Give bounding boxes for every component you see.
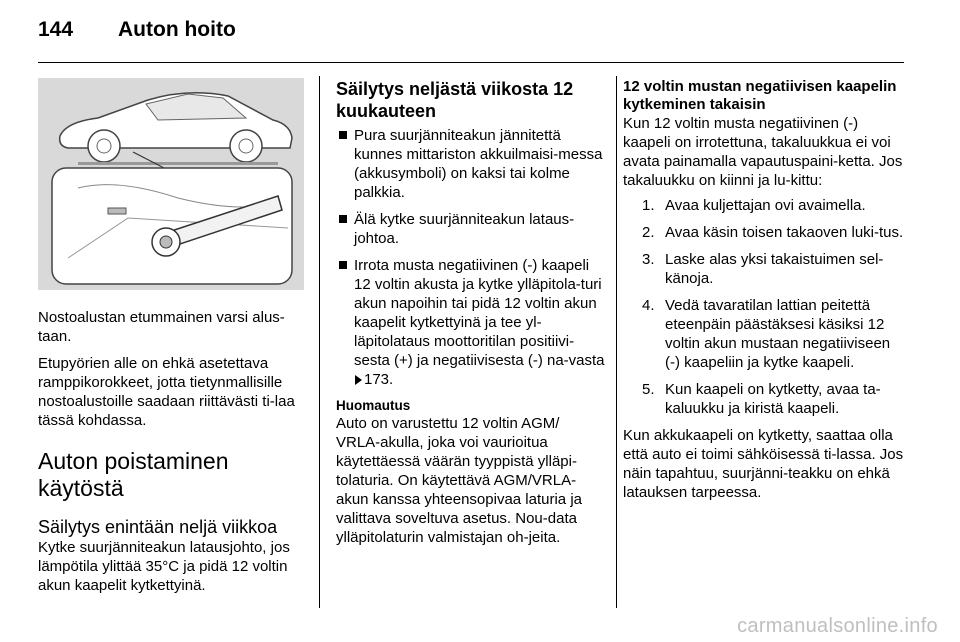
bullet-square-icon — [339, 261, 347, 269]
bullet-text: Pura suurjänniteakun jännitettä kunnes mittariston akkuilmaisi-messa (akkusymboli) on kaksi tai kolme palkkia. — [354, 127, 603, 201]
list-item — [623, 223, 909, 242]
reconnect-steps-list — [623, 196, 909, 418]
subheading-four-weeks-to-12-months: Säilytys neljästä viikosta 12 kuukauteen — [336, 79, 574, 121]
step-number: 1. — [642, 197, 655, 214]
storage-bullet-list — [336, 126, 606, 389]
list-item — [623, 196, 909, 215]
bullet-text: Irrota musta negatiivinen (-) kaapeli 12 voltin akusta ja kytke ylläpitola-turi akun napoihin tai pidä 12 voltin akun kaapelit kytkettyinä ja tee yl-läpitolataus moottoritilan positiivi-sesta (+) ja negatiivisesta (-) na-vasta — [354, 257, 605, 369]
step-text: Avaa kuljettajan ovi avaimella. — [665, 197, 866, 214]
step-number: 5. — [642, 381, 655, 398]
step-text: Laske alas yksi takaistuimen sel-känoja. — [665, 251, 884, 287]
column-2 — [336, 78, 606, 547]
step-text: Kun kaapeli on kytketty, avaa ta-kaluukku ja kiristä kaapeli. — [665, 381, 881, 417]
watermark: carmanualsonline.info — [737, 615, 938, 637]
subheading-four-weeks: Säilytys enintään neljä viikkoa — [38, 517, 278, 537]
section-heading: Auton poistaminen käytöstä — [38, 448, 229, 501]
paragraph-reconnect-intro: Kun 12 voltin musta negatiivinen (-) kaapeli on irrotettuna, takaluukkua ei voi avata painamalla vapautuspaini-ketta. Jos takaluukku on kiinni ja lu-kittu: — [623, 115, 903, 189]
subheading-reconnect-cable: 12 voltin mustan negatiivisen kaapelin kytkeminen takaisin — [623, 78, 897, 113]
step-number: 4. — [642, 297, 655, 314]
step-text: Vedä tavaratilan lattian peitettä eteenpäin päästäksesi käsiksi 12 voltin akun mustaan negatiiviseen (-) kaapeliin ja kytke kaapeli. — [665, 297, 891, 371]
page-reference-arrow-icon — [355, 375, 362, 385]
step-number: 2. — [642, 224, 655, 241]
page-number: 144 — [38, 18, 74, 41]
column-3 — [623, 78, 909, 502]
column-divider-2 — [616, 76, 617, 608]
column-divider-1 — [319, 76, 320, 608]
page-title: Auton hoito — [118, 18, 236, 41]
list-item — [623, 380, 909, 418]
note-heading: Huomautus — [336, 398, 411, 413]
figure-caption: Nostoalustan etummainen varsi alus-taan. — [38, 309, 285, 345]
page-reference-link[interactable]: 173. — [364, 371, 394, 388]
header-divider — [38, 62, 904, 63]
list-item — [336, 210, 606, 248]
paragraph-four-weeks: Kytke suurjänniteakun latausjohto, jos lämpötila ylittää 35°C ja pidä 12 voltin akun kaapelit kytkettyinä. — [38, 539, 290, 594]
column-1 — [38, 78, 304, 595]
paragraph-ramps: Etupyörien alle on ehkä asetettava ramppikorokkeet, jotta tietynmallisille nostoalustoille saadaan riittävästi ti-laa tässä kohdassa. — [38, 355, 295, 429]
page-header — [38, 18, 236, 48]
step-number: 3. — [642, 251, 655, 268]
note-text: Auto on varustettu 12 voltin AGM/ VRLA-akulla, joka voi vaurioitua käytettäessä väärän tyyppistä ylläpi-tolaturia. On käytettävä AGM/VRLA-akun kanssa yhteensopivaa laturia ja valittava soveltuva asetus. Nou-data ylläpitolaturin valmistajan oh-jeita. — [336, 415, 582, 546]
list-item — [336, 126, 606, 202]
paragraph-reconnect-outro: Kun akkukaapeli on kytketty, saattaa olla että auto ei toimi sähköisessä ti-lassa. Jos näin tapahtuu, suurjänni-teakku on ehkä latauksen tarpeessa. — [623, 427, 904, 501]
bullet-square-icon — [339, 215, 347, 223]
step-text: Avaa käsin toisen takaoven luki-tus. — [665, 224, 904, 241]
bullet-square-icon — [339, 131, 347, 139]
list-item — [336, 256, 606, 389]
bullet-text: Älä kytke suurjänniteakun lataus-johtoa. — [354, 211, 575, 247]
car-on-lift-illustration — [38, 78, 304, 290]
list-item — [623, 250, 909, 288]
list-item — [623, 296, 909, 372]
